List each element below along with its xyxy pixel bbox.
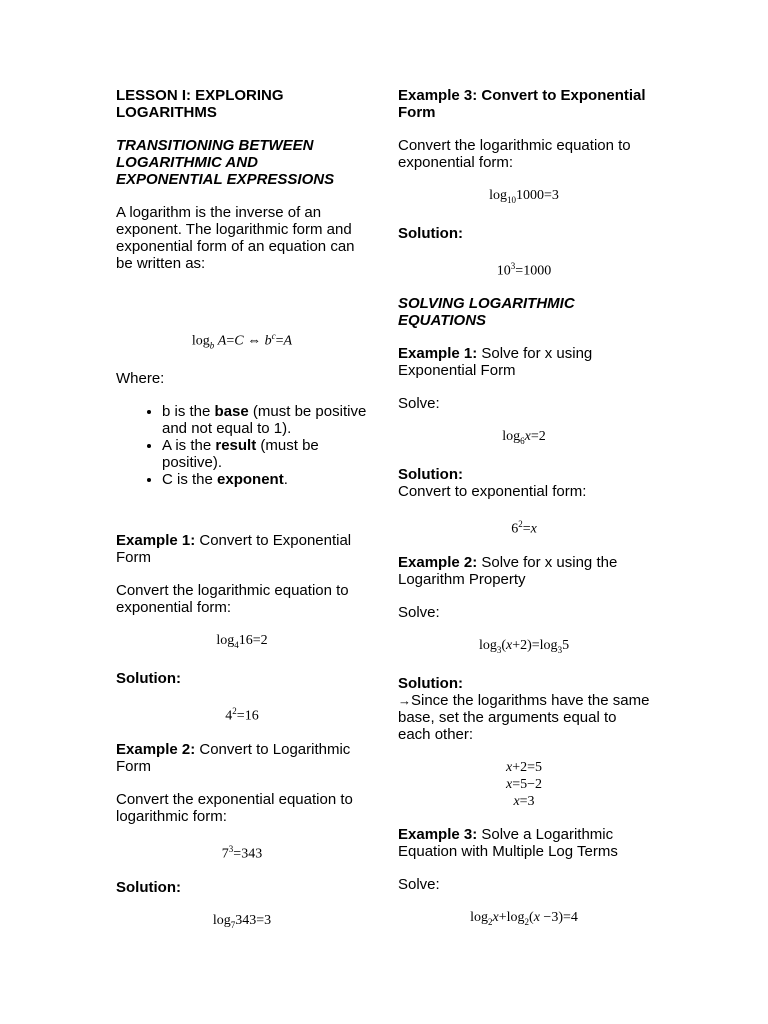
example-3-instruction: Convert the logarithmic equation to exponential form: <box>398 137 631 171</box>
example-2-equation: $7^3=343$ <box>221 843 263 862</box>
arrow-right-icon: → <box>398 692 411 708</box>
spacer <box>116 288 368 328</box>
list-item-base: • b is the base (must be positive and not equal to 1). <box>162 403 368 437</box>
section-title-transitioning: TRANSITIONING BETWEEN LOGARITHMIC AND EXPONENTIAL EXPRESSIONS <box>116 137 335 188</box>
step-line: x+2=5 <box>505 759 542 775</box>
solve-example-2-heading: Example 2: Solve for x using the Logarithm Property <box>398 553 618 588</box>
lesson-title: LESSON I: EXPLORING LOGARITHMS <box>116 87 284 121</box>
list-item-result: • A is the result (must be positive). <box>162 437 368 471</box>
solve-label: Solve: <box>398 603 440 621</box>
where-label: Where: <box>116 370 165 388</box>
solve-example-1-equation: $\log_6x=2$ <box>502 429 546 447</box>
solve-example-1-heading: Example 1: Solve for x using Exponential Form <box>398 345 593 380</box>
intro-paragraph: A logarithm is the inverse of an exponent. The logarithmic form and exponential form of an equation can be written as: <box>116 204 355 272</box>
example-2-heading: Example 2: Convert to Logarithmic Form <box>116 740 351 775</box>
solve-example-2-equation: $\log_3(x+2)=\log_35$ <box>478 637 570 655</box>
solve-label: Solve: <box>398 875 440 893</box>
solve-example-1-solution-label: Solution: <box>398 466 463 484</box>
example-1-solution-equation: $4^2=16$ <box>225 706 259 724</box>
solve-example-2-solution-label: Solution: <box>398 674 463 692</box>
example-3-heading: Example 3: Convert to Exponential Form <box>398 87 646 121</box>
example-3-solution-label: Solution: <box>398 224 463 242</box>
solve-label: Solve: <box>398 395 440 413</box>
definition-list <box>116 403 368 488</box>
example-3-solution-equation: $10^3=1000$ <box>496 260 552 279</box>
solve-example-3-equation: $\log_2x+\log_2(x -3)=4$ <box>470 909 578 927</box>
example-2-instruction: Convert the exponential equation to logarithmic form: <box>116 790 353 825</box>
example-1-heading: Example 1: Convert to Exponential Form <box>116 532 352 567</box>
spacer <box>116 504 368 532</box>
example-2-solution-label: Solution: <box>116 878 181 896</box>
section-title-solving: SOLVING LOGARITHMIC EQUATIONS <box>398 295 575 330</box>
example-3-equation: $\log_{10}1000=3$ <box>489 188 559 205</box>
list-item-exponent: • C is the exponent. <box>162 471 368 488</box>
example-1-solution-label: Solution: <box>116 670 181 688</box>
example-2-solution-equation: $\log_7343=3$ <box>212 912 272 930</box>
definition-equation: $\log_b A=C$ ⇔ $b^c=A$ <box>191 331 293 351</box>
step-line: x=3 <box>513 793 535 809</box>
convert-exponential-text: Convert to exponential form: <box>398 483 587 501</box>
example-1-instruction: Convert the logarithmic equation to exponential form: <box>116 582 349 617</box>
since-text: →Since the logarithms have the same base, set the arguments equal to each other: <box>398 691 650 743</box>
solve-example-2-steps <box>398 759 650 810</box>
solve-example-3-heading: Example 3: Solve a Logarithmic Equation with Multiple Log Terms <box>398 825 618 860</box>
example-1-equation: $\log_416=2$ <box>216 633 268 651</box>
step-line: x=5−2 <box>505 776 542 792</box>
solve-example-1-solution-equation: $6^2=x$ <box>511 519 537 537</box>
left-column <box>116 87 368 949</box>
right-column <box>398 87 650 947</box>
